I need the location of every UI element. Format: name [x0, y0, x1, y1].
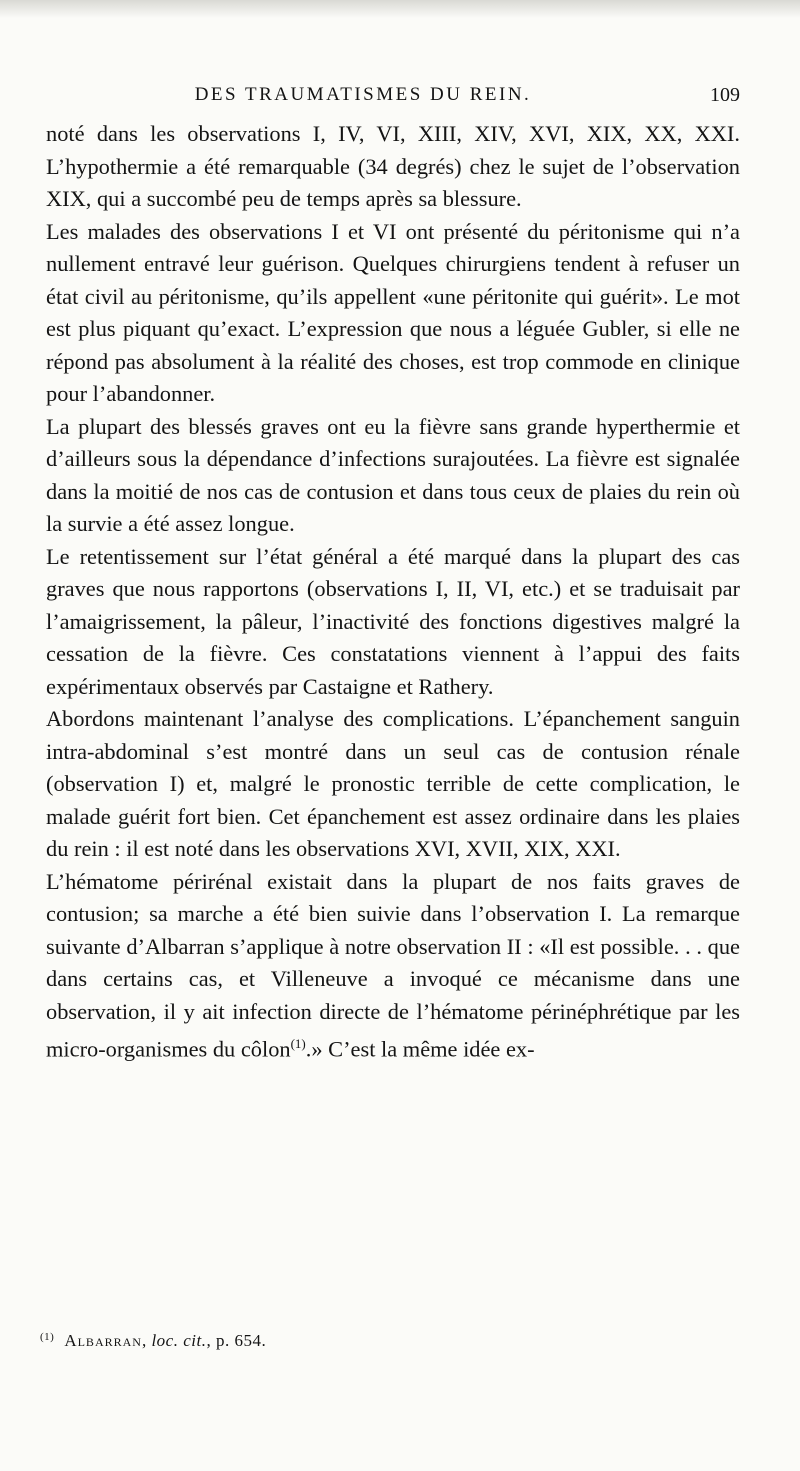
running-head	[46, 84, 740, 118]
page-number: 109	[710, 84, 740, 106]
footnote-author: Albarran	[64, 1331, 142, 1350]
paragraph-with-note	[46, 866, 740, 1066]
paragraph: Abordons maintenant l’analyse des complications. L’épanchement sanguin intra-abdominal s’est montré dans un seul cas de contusion rénale (observation I) et, malgré le pronostic terrible de cette complication, le malade guérit fort bien. Cet épanchement est assez ordinaire dans les plaies du rein : il est noté dans les observations XVI, XVII, XIX, XXI.	[46, 706, 740, 861]
running-title: DES TRAUMATISMES DU REIN.	[194, 84, 532, 105]
footnote	[40, 1331, 266, 1351]
body-text	[46, 118, 740, 1066]
paragraph: Le retentissement sur l’état général a été marqué dans la plupart des cas graves que nous rapportons (observations I, II, VI, etc.) et se traduisait par l’amaigrissement, la pâleur, l’inactivité des fonctions digestives malgré la cessation de la fièvre. Ces constatations viennent à l’appui des faits expérimentaux observés par Castaigne et Rathery.	[46, 543, 740, 699]
footnote-page: , p. 654.	[206, 1331, 267, 1350]
footnote-call: (1)	[290, 1036, 306, 1051]
footnote-separator: ,	[141, 1331, 152, 1350]
footnote-reference: loc. cit.	[151, 1331, 207, 1350]
footnote-marker: (1)	[40, 1331, 55, 1343]
paragraph: La plupart des blessés graves ont eu la fièvre sans grande hyperthermie et d’ailleurs sous la dépendance d’infections surajoutées. La fièvre est signalée dans la moitié de nos cas de contusion et dans tous ceux de plaies du rein où la survie a été assez longue.	[46, 413, 740, 536]
paragraph: Les malades des observations I et VI ont présenté du péritonisme qui n’a nullement entravé leur guérison. Quelques chirurgiens tendent à refuser un état civil au péritonisme, qu’ils appellent «une péritonite qui guérit». Le mot est plus piquant qu’exact. L’expression que nous a léguée Gubler, si elle ne répond pas absolument à la réalité des choses, est trop commode en clinique pour l’abandonner.	[46, 218, 740, 406]
book-page	[46, 84, 740, 1066]
paragraph-tail: .» C’est la même idée ex-	[305, 1036, 535, 1062]
paragraph-text: L’hématome périrénal existait dans la plupart de nos faits graves de contusion; sa marche a été bien suivie dans l’observation I. La remarque suivante d’Albarran s’applique à notre observation II : «Il est possible. . . que dans certains cas, et Villeneuve a invoqué ce mécanisme dans une observation, il y ait infection directe de l’hématome périnéphrétique par les micro-organismes du côlon	[46, 868, 740, 1062]
paragraph: noté dans les observations I, IV, VI, XIII, XIV, XVI, XIX, XX, XXI. L’hypothermie a été remarquable (34 degrés) chez le sujet de l’observation XIX, qui a succombé peu de temps après sa blessure.	[46, 121, 740, 211]
page-edge-shadow	[0, 0, 800, 18]
